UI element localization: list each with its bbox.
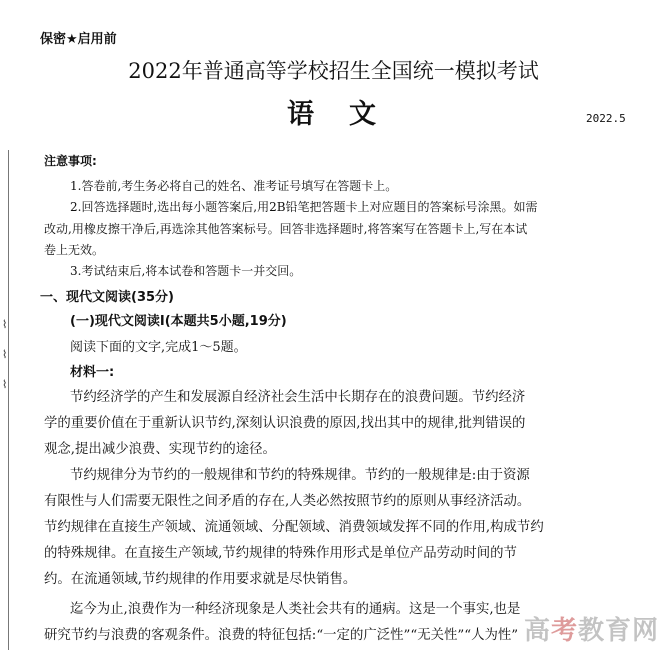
notice-item: 1.答卷前,考生务必将自己的姓名、准考证号填写在答题卡上。 <box>70 179 398 193</box>
binding-margin-mark: ⌇ <box>2 378 8 391</box>
notice-item: 2.回答选择题时,选出每小题答案后,用2B铅笔把答题卡上对应题目的答案标号涂黑。如需 <box>70 200 538 214</box>
exam-title: 2022年普通高等学校招生全国统一模拟考试 <box>128 59 539 83</box>
confidential-label: 保密★启用前 <box>40 32 117 47</box>
passage-line: 的特殊规律。在直接生产领域,节约规律的特殊作用形式是单位产品劳动时间的节 <box>44 546 517 561</box>
passage-line: 有限性与人们需要无限性之间矛盾的存在,人类必然按照节约的原则从事经济活动。 <box>44 494 531 509</box>
subsection-title: (一)现代文阅读Ⅰ(本题共5小题,19分) <box>70 314 287 329</box>
notice-item: 3.考试结束后,将本试卷和答题卡一并交回。 <box>70 264 302 278</box>
binding-margin-line <box>8 150 9 650</box>
exam-date: 2022.5 <box>586 112 626 125</box>
passage-line: 节约经济学的产生和发展源自经济社会生活中长期存在的浪费问题。节约经济 <box>70 390 526 405</box>
binding-margin-mark: ⌇ <box>2 348 8 361</box>
material-label: 材料一: <box>70 365 115 380</box>
passage-line: 节约规律在直接生产领域、流通领域、分配领域、消费领域发挥不同的作用,构成节约 <box>44 520 544 535</box>
passage-line: 研究节约与浪费的客观条件。浪费的特征包括:“一定的广泛性”“无关性”“人为性” <box>44 628 519 643</box>
subject-title: 语 文 <box>287 99 380 130</box>
binding-margin-mark: ⌇ <box>2 318 8 331</box>
passage-line: 约。在流通领域,节约规律的作用要求就是尽快销售。 <box>44 572 357 587</box>
passage-line: 观念,提出减少浪费、实现节约的途径。 <box>44 442 276 457</box>
notice-heading: 注意事项: <box>44 154 97 168</box>
passage-line: 节约规律分为节约的一般规律和节约的特殊规律。节约的一般规律是:由于资源 <box>70 468 530 483</box>
notice-item: 改动,用橡皮擦干净后,再选涂其他答案标号。回答非选择题时,将答案写在答题卡上,写在本试 <box>44 222 528 236</box>
watermark-logo: 高考教育网 <box>523 616 659 646</box>
passage-line: 迄今为止,浪费作为一种经济现象是人类社会共有的通病。这是一个事实,也是 <box>70 602 521 617</box>
reading-instruction: 阅读下面的文字,完成1～5题。 <box>70 340 247 355</box>
passage-line: 学的重要价值在于重新认识节约,深刻认识浪费的原因,找出其中的规律,批判错误的 <box>44 416 526 431</box>
notice-item: 卷上无效。 <box>44 243 105 257</box>
section-title: 一、现代文阅读(35分) <box>40 290 174 305</box>
